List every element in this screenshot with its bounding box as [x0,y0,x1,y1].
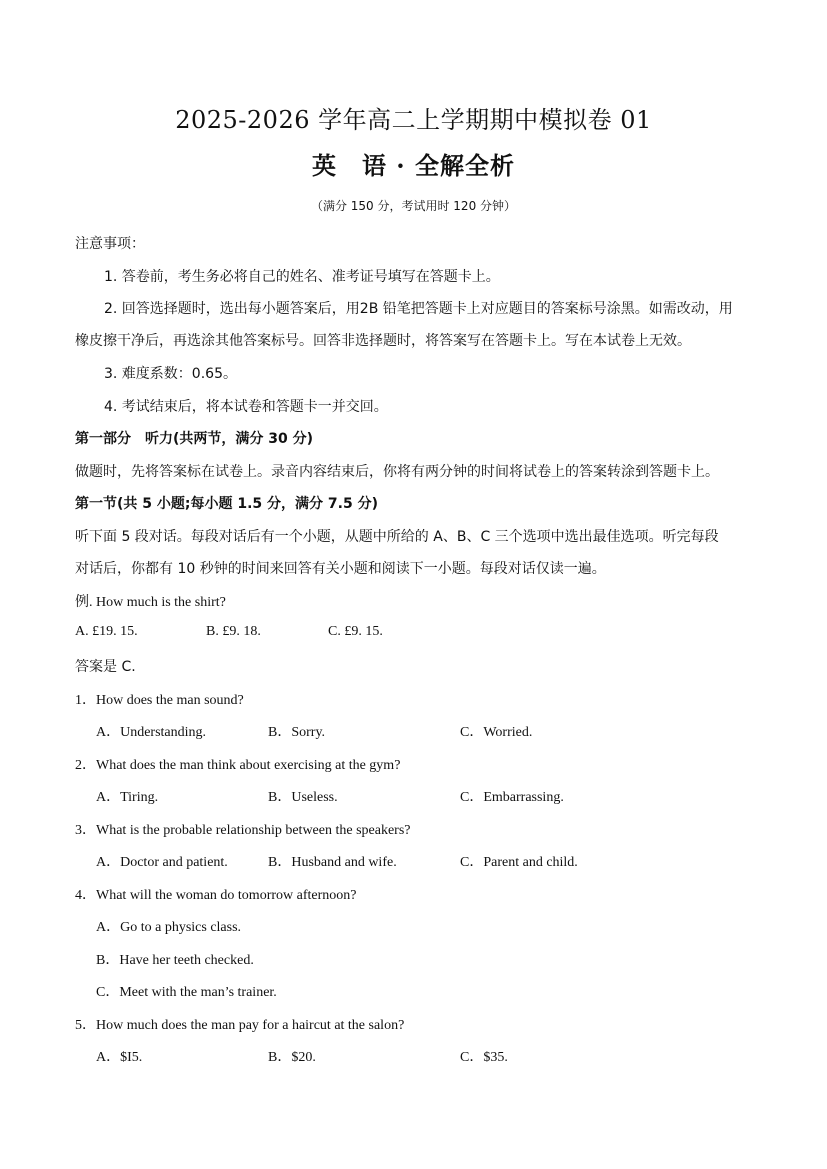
option-a: A．Tiring. [96,790,159,805]
note-item: 1. 答卷前，考生务必将自己的姓名、准考证号填写在答题卡上。 [104,269,500,285]
question-stem: 3．What is the probable relationship between the speakers? [75,823,411,838]
option-b: B．Husband and wife. [268,855,397,870]
example-option-c: C. £9. 15. [328,624,383,639]
note-item: 3. 难度系数：0.65。 [104,366,237,382]
option-c: C．Worried. [460,725,533,740]
note-item: 橡皮擦干净后，再选涂其他答案标号。回答非选择题时，将答案写在答题卡上。写在本试卷上无效。 [75,333,691,349]
option-c: C．Parent and child. [460,855,578,870]
option-b: B．$20. [268,1050,316,1065]
section1-instructions: 听下面 5 段对话。每段对话后有一个小题，从题中所给的 A、B、C 三个选项中选出最佳选项。听完每段 [75,529,719,545]
note-item: 2. 回答选择题时，选出每小题答案后，用2B 铅笔把答题卡上对应题目的答案标号涂黑。如需改动，用 [104,301,733,317]
question-stem: 4．What will the woman do tomorrow afternoon? [75,888,357,903]
option-b: B．Useless. [268,790,338,805]
part1-heading: 第一部分 听力(共两节，满分 30 分) [75,431,314,447]
example-option-b: B. £9. 18. [206,624,261,639]
score-note: （满分 150 分，考试用时 120 分钟） [310,199,517,213]
section1-instructions: 对话后，你都有 10 秒钟的时间来回答有关小题和阅读下一小题。每段对话仅读一遍。 [75,561,606,577]
option-c: C．$35. [460,1050,508,1065]
option-a: A．Understanding. [96,725,207,740]
note-item: 4. 考试结束后，将本试卷和答题卡一并交回。 [104,399,388,415]
page-subtitle: 英 语 · 全解全析 [311,151,516,180]
example-option-a: A. £19. 15. [75,624,138,639]
option-a: A．$I5. [96,1050,143,1065]
option-a: A．Doctor and patient. [96,855,228,870]
option-c: C．Meet with the man’s trainer. [96,985,277,1000]
option-b: B．Have her teeth checked. [96,953,254,968]
question-stem: 1．How does the man sound? [75,693,244,708]
question-stem: 2．What does the man think about exercising at the gym? [75,758,401,773]
option-a: A．Go to a physics class. [96,920,242,935]
page-title: 2025-2026 学年高二上学期期中模拟卷 01 [175,106,652,134]
option-b: B．Sorry. [268,725,326,740]
example-answer: 答案是 C. [75,659,136,675]
notes-heading: 注意事项： [75,236,145,252]
section1-heading: 第一节(共 5 小题;每小题 1.5 分，满分 7.5 分) [75,496,378,512]
part1-intro: 做题时，先将答案标在试卷上。录音内容结束后，你将有两分钟的时间将试卷上的答案转涂到答题卡上。 [75,464,719,480]
example-question: 例. How much is the shirt? [75,595,226,610]
option-c: C．Embarrassing. [460,790,564,805]
question-stem: 5．How much does the man pay for a haircut at the salon? [75,1018,405,1033]
